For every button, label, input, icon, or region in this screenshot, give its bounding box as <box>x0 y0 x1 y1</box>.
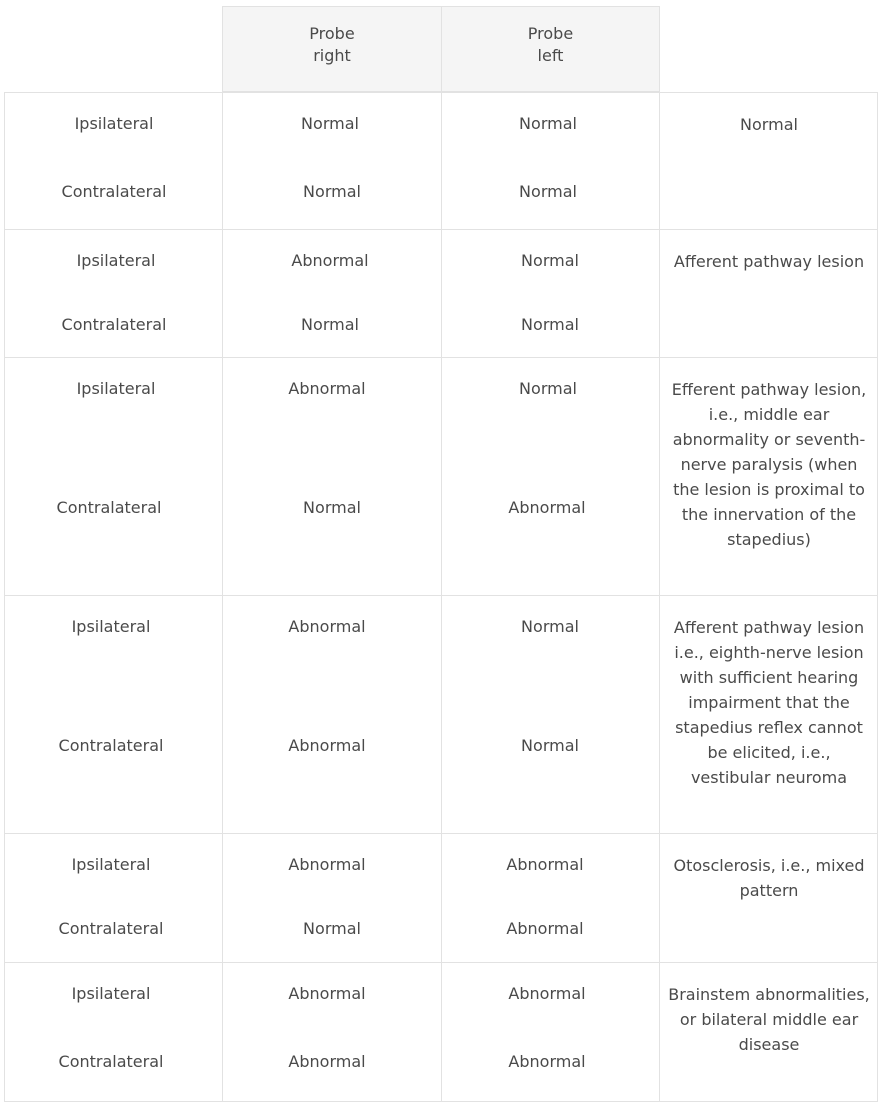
ipsi-left-value: Normal <box>519 114 577 133</box>
ipsilateral-label: Ipsilateral <box>76 251 156 270</box>
ipsilateral-label: Ipsilateral <box>71 984 151 1003</box>
ipsilateral-label: Ipsilateral <box>74 114 154 133</box>
header-probe-right <box>222 6 442 92</box>
interpretation: Efferent pathway lesion, i.e., middle ear abnormality or seventh-nerve paralysis (when the lesion is proximal to the innervation of the stapedius) <box>671 380 867 549</box>
table-row <box>4 358 878 596</box>
ipsi-right-value: Normal <box>301 114 359 133</box>
table-row <box>4 596 878 834</box>
contralateral-label: Contralateral <box>58 1052 164 1071</box>
contra-right-value: Abnormal <box>288 1052 366 1071</box>
contralateral-label: Contralateral <box>61 315 167 334</box>
ipsi-right-value: Abnormal <box>288 855 366 874</box>
contra-left-value: Normal <box>519 182 577 201</box>
contra-left-value: Normal <box>521 315 579 334</box>
ipsilateral-label: Ipsilateral <box>71 617 151 636</box>
interpretation: Afferent pathway lesion <box>673 252 865 271</box>
ipsilateral-label: Ipsilateral <box>76 379 156 398</box>
table-row <box>4 93 878 230</box>
ipsi-right-value: Abnormal <box>288 379 366 398</box>
ipsi-left-value: Normal <box>521 251 579 270</box>
contralateral-label: Contralateral <box>58 736 164 755</box>
contra-right-value: Normal <box>303 919 361 938</box>
reflex-table <box>4 92 878 1102</box>
contra-right-value: Normal <box>301 315 359 334</box>
contra-left-value: Abnormal <box>508 498 586 517</box>
ipsi-right-value: Abnormal <box>288 984 366 1003</box>
ipsi-right-value: Abnormal <box>291 251 369 270</box>
contra-left-value: Normal <box>521 736 579 755</box>
contra-right-value: Normal <box>303 498 361 517</box>
contra-left-value: Abnormal <box>506 919 584 938</box>
interpretation: Normal <box>740 115 798 134</box>
contra-left-value: Abnormal <box>508 1052 586 1071</box>
ipsi-left-value: Abnormal <box>506 855 584 874</box>
ipsi-left-value: Normal <box>519 379 577 398</box>
contra-right-value: Normal <box>303 182 361 201</box>
ipsilateral-label: Ipsilateral <box>71 855 151 874</box>
interpretation: Brainstem abnormalities, or bilateral middle ear disease <box>668 985 870 1054</box>
interpretation: Afferent pathway lesion i.e., eighth-nerve lesion with sufficient hearing impairment that the stapedius reflex cannot be elicited, i.e., vestibular neuroma <box>673 618 865 787</box>
contra-right-value: Abnormal <box>288 736 366 755</box>
ipsi-left-value: Abnormal <box>508 984 586 1003</box>
contralateral-label: Contralateral <box>61 182 167 201</box>
contralateral-label: Contralateral <box>56 498 162 517</box>
ipsi-right-value: Abnormal <box>288 617 366 636</box>
header-probe-left-label: Probe left <box>527 24 574 65</box>
contralateral-label: Contralateral <box>58 919 164 938</box>
table-row <box>4 834 878 963</box>
ipsi-left-value: Normal <box>521 617 579 636</box>
table-row <box>4 963 878 1102</box>
interpretation: Otosclerosis, i.e., mixed pattern <box>673 856 865 900</box>
header-probe-right-label: Probe right <box>309 24 355 65</box>
table-row <box>4 230 878 358</box>
header-probe-left <box>441 6 660 92</box>
